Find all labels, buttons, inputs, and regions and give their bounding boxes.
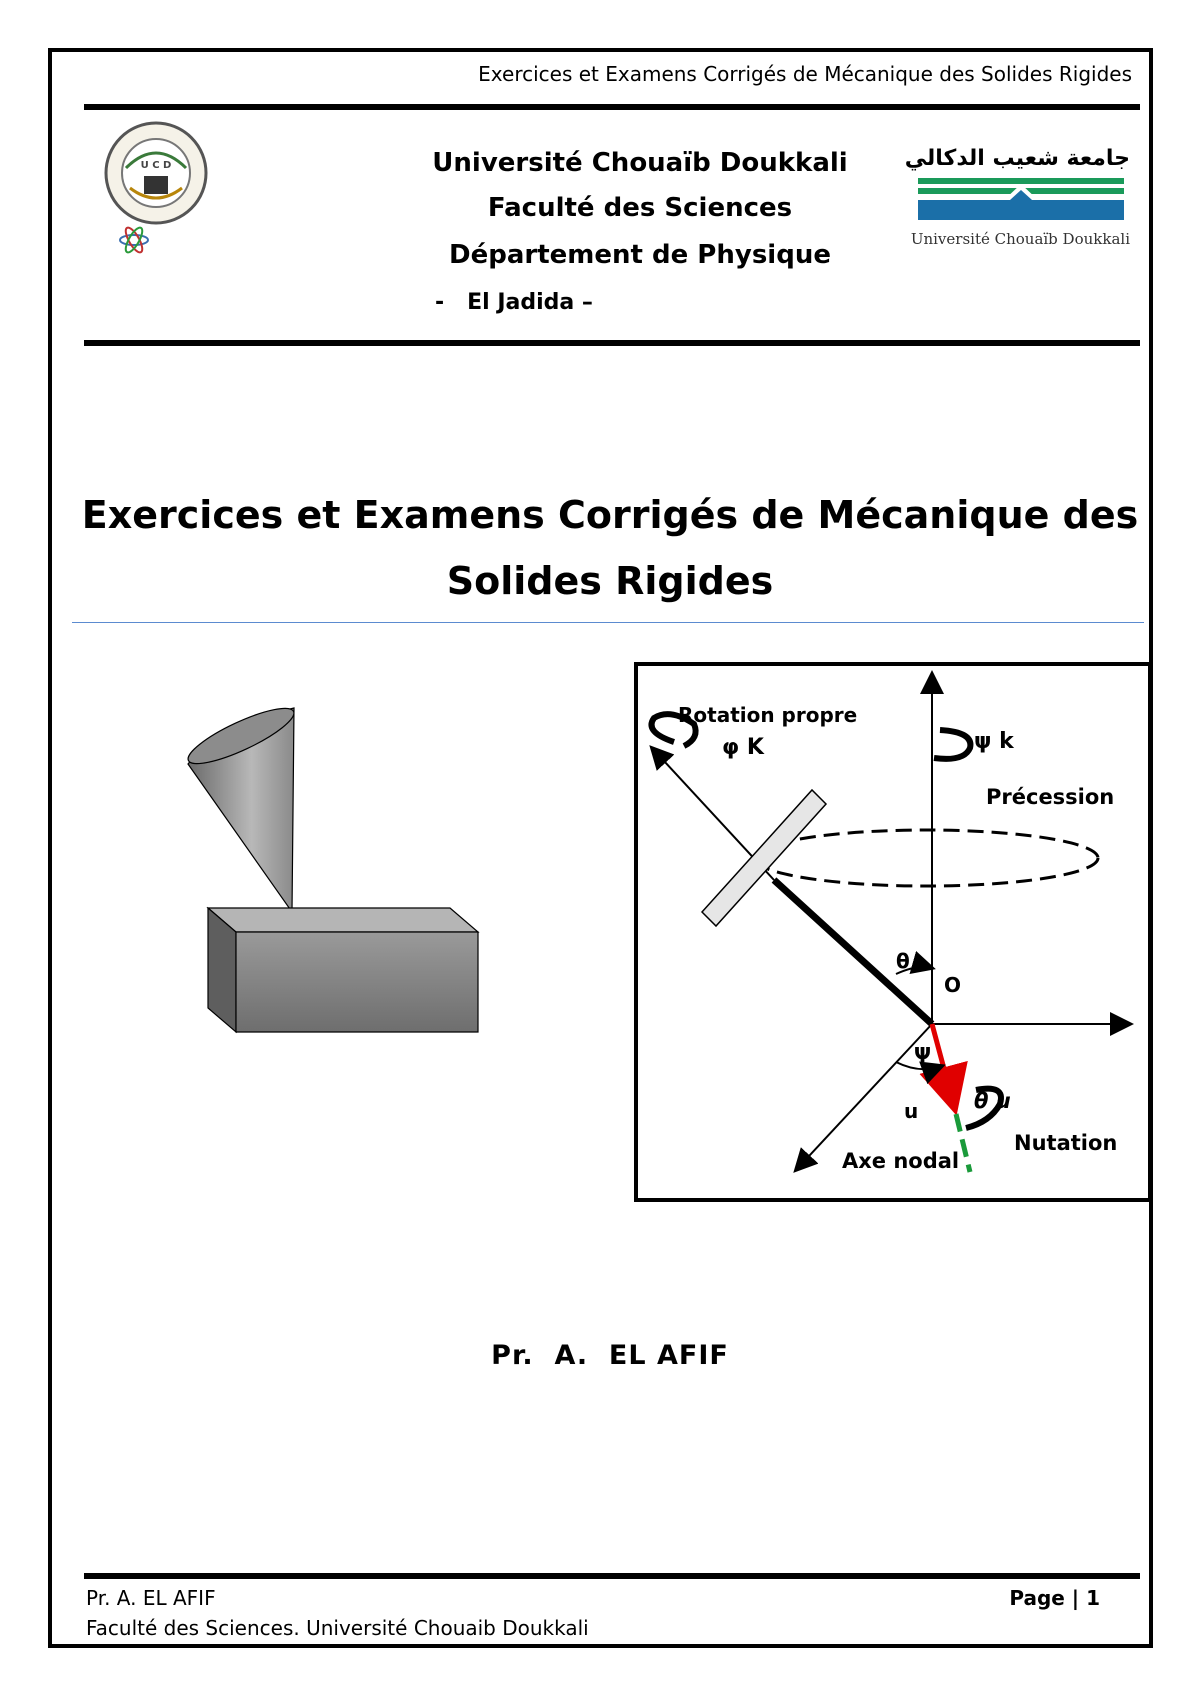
cone-on-block-illustration bbox=[180, 690, 500, 1050]
footer-affiliation: Faculté des Sciences. Université Chouaib Doukkali bbox=[86, 1616, 589, 1640]
label-theta-dot-u: θ u bbox=[974, 1089, 1011, 1113]
university-name: Université Chouaïb Doukkali bbox=[432, 148, 848, 178]
footer-rule bbox=[84, 1573, 1140, 1579]
euler-angles-figure bbox=[634, 662, 1152, 1202]
department-name: Département de Physique bbox=[449, 240, 831, 270]
header-rule-top bbox=[84, 104, 1140, 110]
page-number: Page | 1 bbox=[1009, 1586, 1100, 1610]
label-rotation-propre: Rotation propre bbox=[678, 703, 858, 727]
title-line-2: Solides Rigides bbox=[446, 559, 774, 603]
header-rule-bottom bbox=[84, 340, 1140, 346]
label-precession: Précession bbox=[986, 785, 1115, 809]
faculty-seal-logo bbox=[96, 118, 222, 258]
document-title bbox=[80, 482, 1140, 614]
cone-shape bbox=[183, 699, 336, 912]
label-phi-k: φ K bbox=[722, 735, 764, 760]
running-title: Exercices et Examens Corrigés de Mécanique des Solides Rigides bbox=[478, 62, 1132, 86]
arabic-university-name: جامعة شعيب الدكالي bbox=[904, 146, 1130, 171]
label-psi: Ψ bbox=[914, 1043, 931, 1067]
city-line: - El Jadida – bbox=[435, 290, 593, 315]
label-u: u bbox=[904, 1099, 919, 1123]
author-name: Pr. A. EL AFIF bbox=[491, 1340, 729, 1371]
title-underline bbox=[72, 622, 1144, 623]
university-logo-mark bbox=[918, 176, 1124, 226]
block-shape bbox=[208, 908, 478, 1032]
label-nutation: Nutation bbox=[1014, 1131, 1118, 1155]
logo-caption: Université Chouaïb Doukkali bbox=[910, 230, 1130, 248]
title-line-1: Exercices et Examens Corrigés de Mécanique des bbox=[81, 493, 1139, 537]
seal-letters: U C D bbox=[140, 160, 172, 171]
label-origin: O bbox=[944, 973, 962, 997]
label-theta: θ bbox=[896, 949, 910, 973]
footer-author: Pr. A. EL AFIF bbox=[86, 1586, 216, 1610]
label-axe-nodal: Axe nodal bbox=[842, 1149, 960, 1173]
figure-frame bbox=[636, 664, 1150, 1200]
faculty-name: Faculté des Sciences bbox=[487, 193, 793, 223]
label-psi-k: ψ k bbox=[974, 729, 1014, 754]
